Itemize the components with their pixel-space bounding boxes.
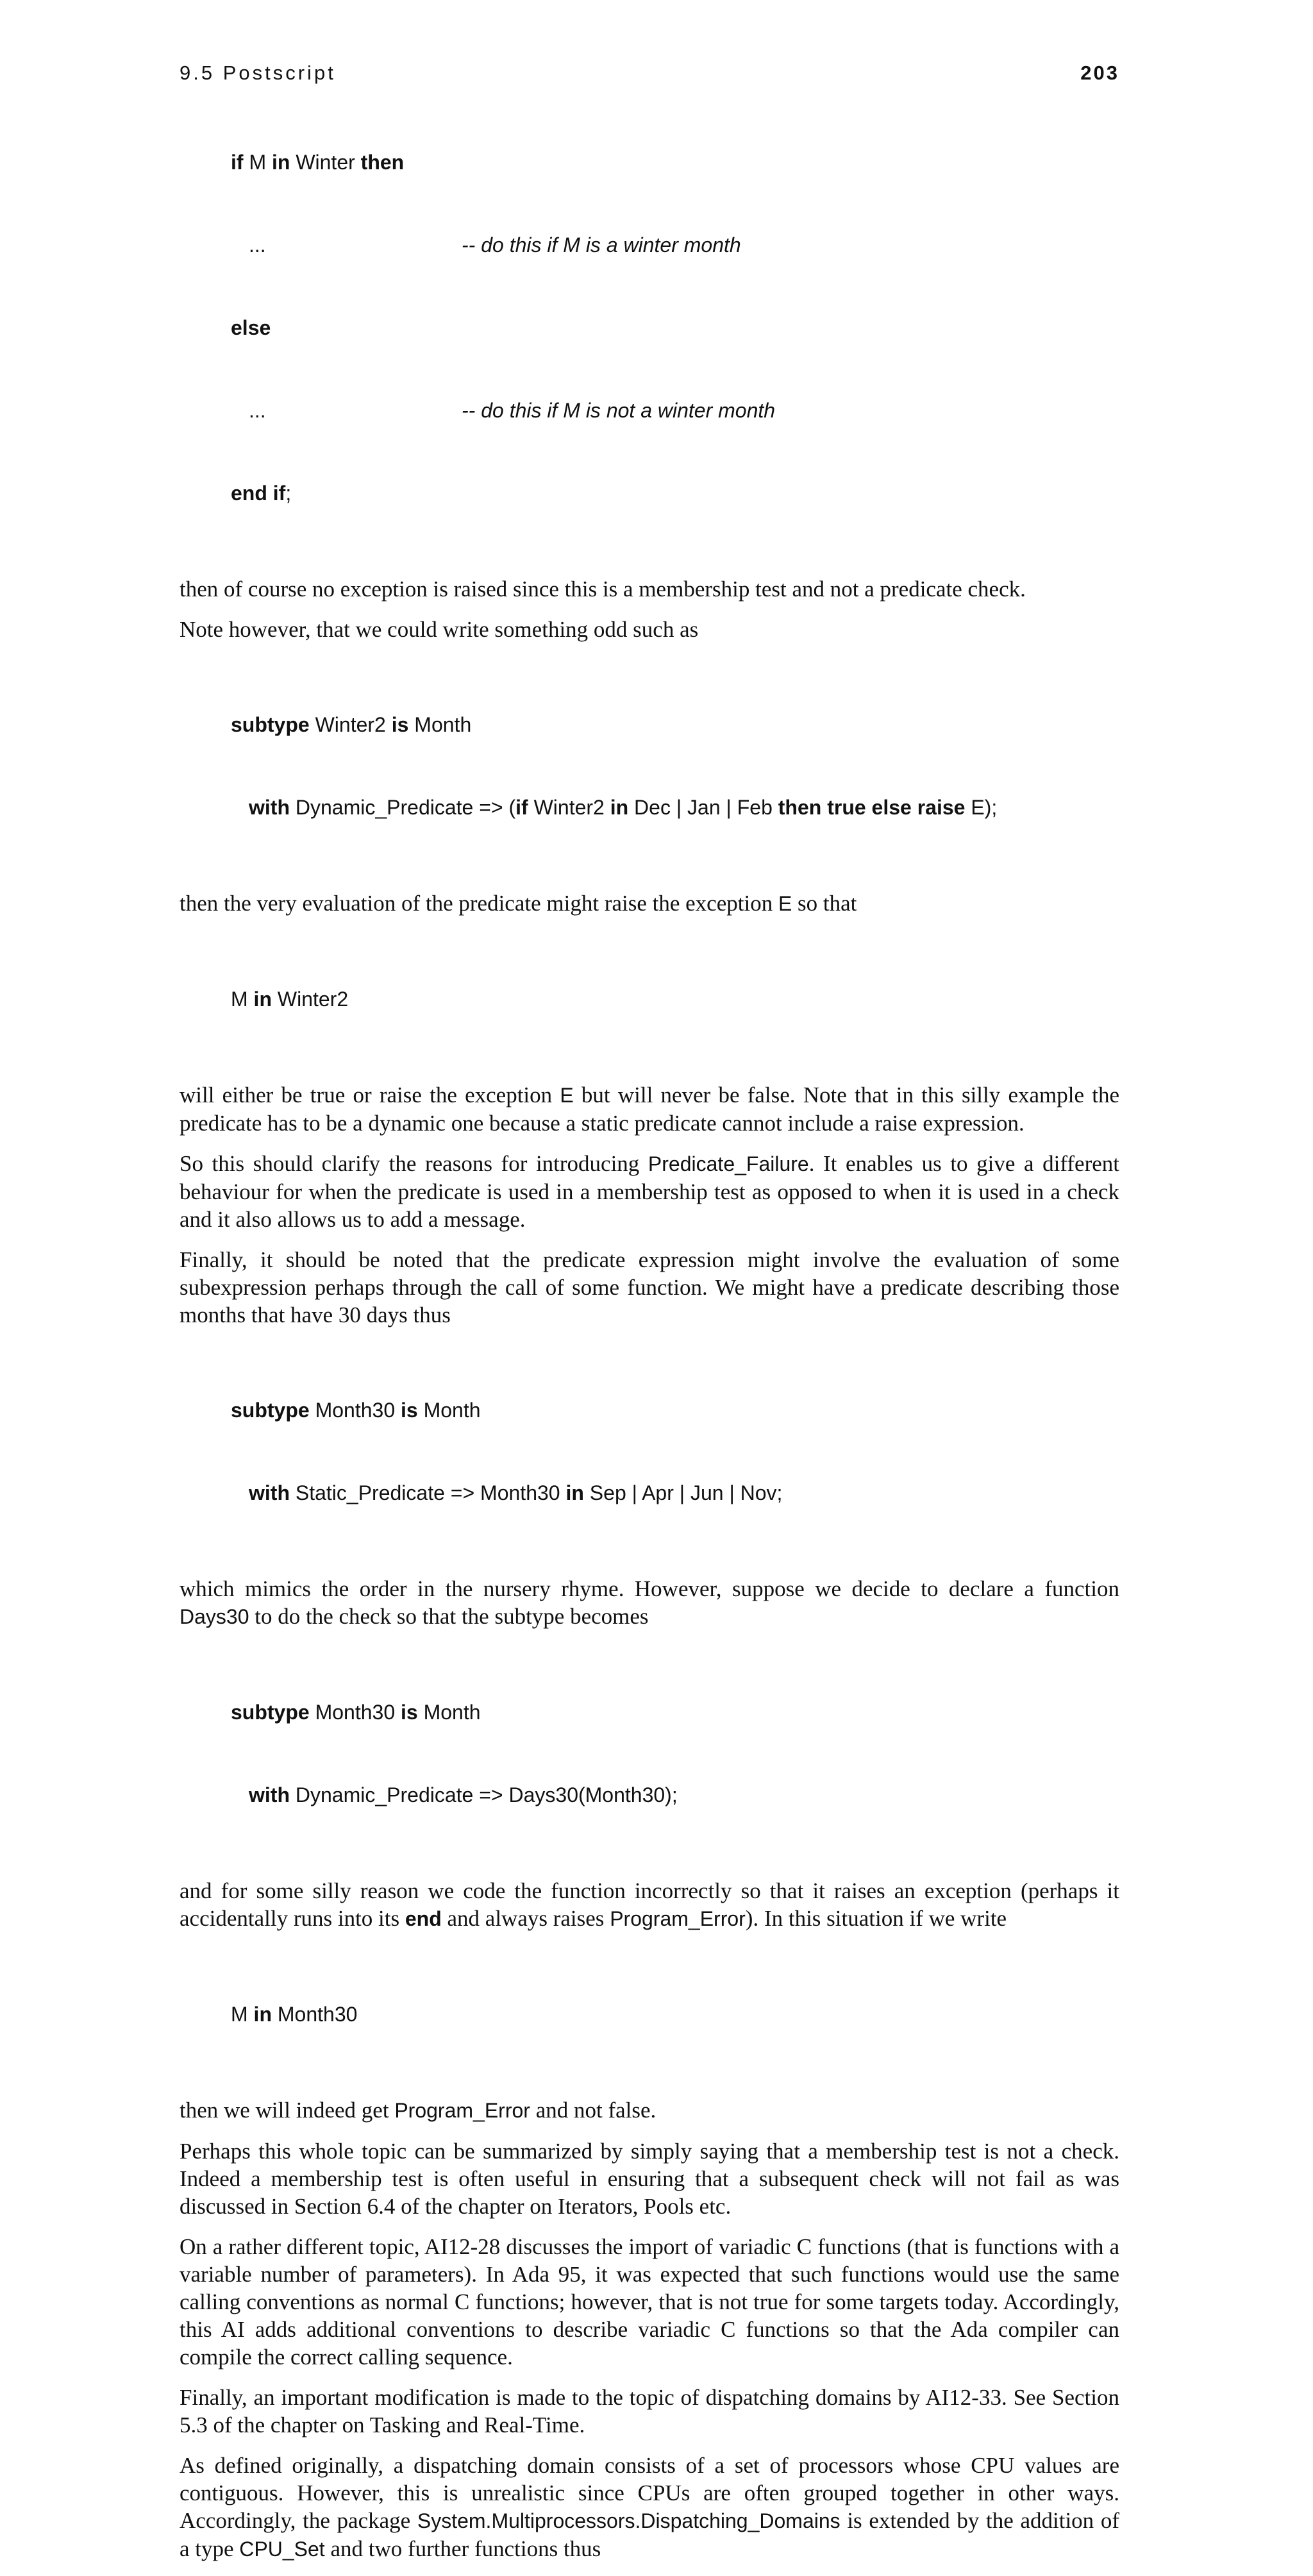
code-line: subtype Winter2 is Month — [231, 713, 472, 736]
page — [180, 62, 1119, 2576]
code-block-month30-static — [231, 1342, 1119, 1562]
paragraph: As defined originally, a dispatching domain consists of a set of processors whose CPU values are contiguous. However, this is unrealistic since CPUs are often grouped together in other ways. Accordingly, the package System.Multiprocessors.Dispatching_Domains is extended by the addition of a type CPU_Set and two further functions thus — [180, 2453, 1120, 2561]
code-line: with Static_Predicate => Month30 in Sep | Apr | Jun | Nov; — [249, 1481, 783, 1504]
code-line: subtype Month30 is Month — [231, 1701, 481, 1724]
code-line: if M in Winter then — [231, 151, 405, 174]
code-line: M in Month30 — [231, 2003, 358, 2026]
paragraph: then we will indeed get Program_Error and not false. — [180, 2098, 656, 2123]
code-line: ... -- do this if M is not a winter month — [231, 397, 1119, 425]
code-comment: -- do this if M is a winter month — [462, 233, 741, 257]
paragraph: On a rather different topic, AI12-28 discusses the import of variadic C functions (that is functions with a variable number of parameters). In Ada 95, it was expected that such functions would use the same calling conventions as normal C functions; however, that is not true for some targets today. Accordingly, this AI adds additional conventions to describe variadic C functions so that the Ada compiler can compile the correct calling sequence. — [180, 2234, 1119, 2370]
code-block-membership-month30 — [231, 1946, 1119, 2084]
code-line: with Dynamic_Predicate => (if Winter2 in Dec | Jan | Feb then true else raise E); — [249, 796, 998, 819]
code-line: else — [231, 316, 271, 339]
paragraph: Finally, it should be noted that the predicate expression might involve the evaluation of some subexpression perhaps through the call of some function. We might have a predicate describing those months that have 30 days thus — [180, 1247, 1119, 1327]
paragraph: will either be true or raise the exception E but will never be false. Note that in this silly example the predicate has to be a dynamic one because a static predicate cannot include a raise expression. — [180, 1082, 1119, 1136]
paragraph: Finally, an important modification is made to the topic of dispatching domains by AI12-33. See Section 5.3 of the chapter on Tasking and Real-Time. — [180, 2385, 1119, 2437]
code-block-winter2 — [231, 656, 1119, 877]
paragraph: Perhaps this whole topic can be summarized by simply saying that a membership test is not a check. Indeed a membership test is often useful in ensuring that a subsequent check will not fail as was discussed in Section 6.4 of the chapter on Iterators, Pools etc. — [180, 2139, 1119, 2219]
section-title: 9.5 Postscript — [180, 62, 336, 84]
code-block-membership-winter2 — [231, 930, 1119, 1068]
paragraph: then the very evaluation of the predicate might raise the exception E so that — [180, 891, 857, 916]
paragraph: and for some silly reason we code the function incorrectly so that it raises an exception (perhaps it accidentally runs into its end and always raises Program_Error). In this situation if we write — [180, 1878, 1119, 1931]
code-block-month30-dynamic — [231, 1644, 1119, 1864]
page-number: 203 — [1080, 62, 1119, 84]
code-block-if-winter — [231, 94, 1119, 562]
code-line: ... -- do this if M is a winter month — [231, 232, 1119, 259]
paragraph: which mimics the order in the nursery rhyme. However, suppose we decide to declare a function Days30 to do the check so that the subtype becomes — [180, 1576, 1119, 1629]
paragraph: So this should clarify the reasons for introducing Predicate_Failure. It enables us to give a different behaviour for when the predicate is used in a membership test as opposed to when it is used in a check and it also allows us to add a message. — [180, 1151, 1119, 1232]
code-line: end if; — [231, 482, 292, 505]
code-line: with Dynamic_Predicate => Days30(Month30); — [249, 1783, 678, 1806]
code-line: M in Winter2 — [231, 988, 349, 1011]
paragraph: Note however, that we could write something odd such as — [180, 617, 699, 642]
paragraph: then of course no exception is raised since this is a membership test and not a predicate check. — [180, 577, 1026, 602]
running-header — [180, 62, 1119, 94]
code-line: subtype Month30 is Month — [231, 1399, 481, 1422]
code-comment: -- do this if M is not a winter month — [462, 399, 776, 422]
